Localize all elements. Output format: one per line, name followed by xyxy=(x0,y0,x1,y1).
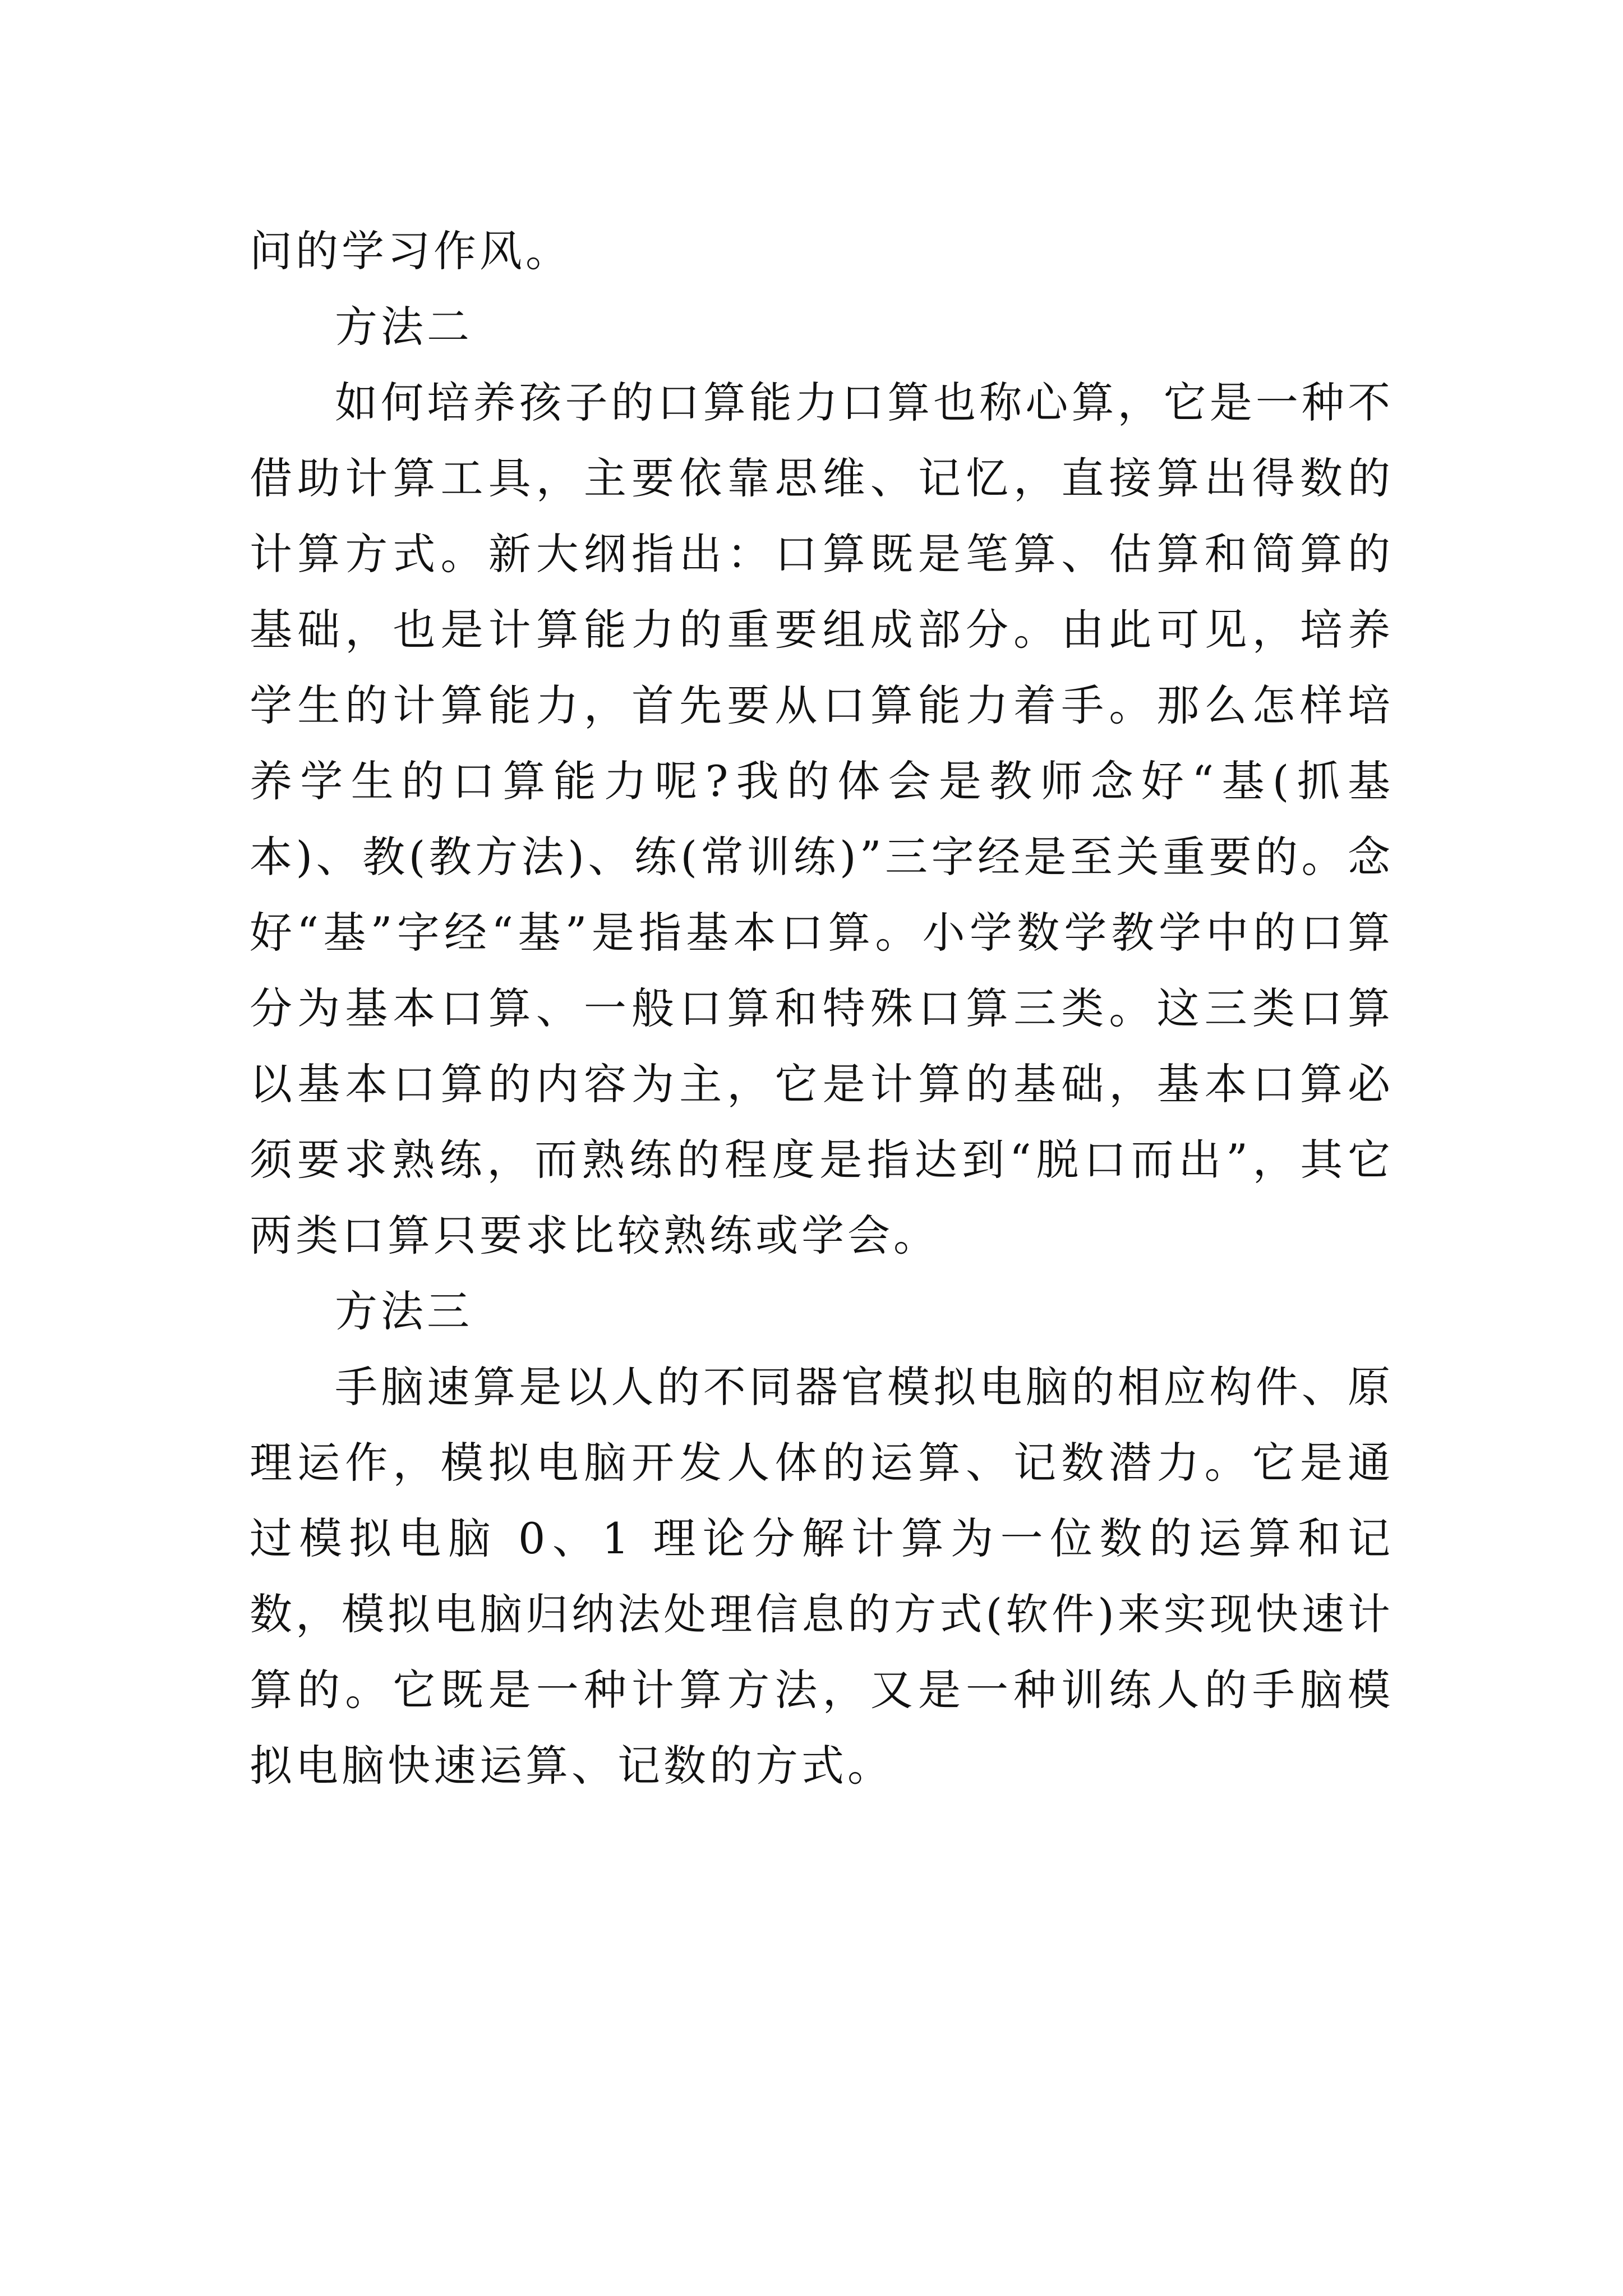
method-3-heading: 方法三 xyxy=(335,1286,473,1336)
method-2-heading: 方法二 xyxy=(335,302,473,352)
method-3-paragraph: 手脑速算是以人的不同器官模拟电脑的相应构件、原理运作，模拟电脑开发人体的运算、记数潜力。它是通过模拟电脑 0、1 理论分解计算为一位数的运算和记数，模拟电脑归纳法处理信息的方式(软件)来实现快速计算的。它既是一种计算方法，又是一种训练人的手脑模拟电脑快速运算、记数的方式。 xyxy=(250,1362,1394,1791)
document-body xyxy=(250,213,1394,1803)
continuation-paragraph: 问的学习作风。 xyxy=(250,226,571,276)
method-2-paragraph: 如何培养孩子的口算能力口算也称心算，它是一种不借助计算工具，主要依靠思维、记忆，直接算出得数的计算方式。新大纲指出：口算既是笔算、估算和简算的基础，也是计算能力的重要组成部分。由此可见，培养学生的计算能力，首先要从口算能力着手。那么怎样培养学生的口算能力呢?我的体会是教师念好“基(抓基本)、教(教方法)、练(常训练)”三字经是至关重要的。念好“基”字经“基”是指基本口算。小学数学教学中的口算分为基本口算、一般口算和特殊口算三类。这三类口算以基本口算的内容为主，它是计算的基础，基本口算必须要求熟练，而熟练的程度是指达到“脱口而出”，其它两类口算只要求比较熟练或学会。 xyxy=(250,378,1394,1260)
